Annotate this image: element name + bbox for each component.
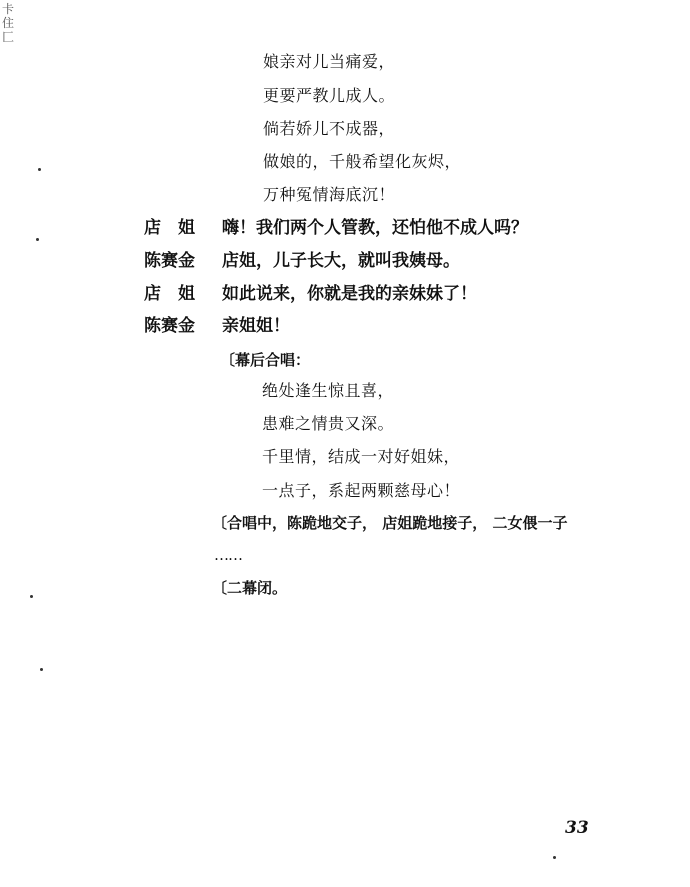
stage-direction: 〔二幕闭。	[212, 579, 288, 597]
lyric-line: 做娘的，千般希望化灰烬，	[263, 152, 462, 171]
lyric-line: 娘亲对儿当痛爱，	[263, 52, 396, 71]
chorus-line: 绝处逢生惊且喜，	[262, 381, 395, 400]
dialogue-line: 亲姐姐！	[222, 316, 290, 336]
speaker-name: 陈赛金	[144, 316, 195, 336]
margin-dot	[40, 668, 43, 671]
stage-direction-continuation: ……	[214, 546, 242, 564]
stage-direction: 〔合唱中，陈跪地交子， 店姐跪地接子， 二女偎一子	[212, 514, 568, 532]
margin-dot	[38, 168, 41, 171]
speaker-name: 陈赛金	[144, 251, 195, 271]
page-number: 33	[565, 818, 589, 838]
stage-direction: 〔幕后合唱：	[220, 351, 311, 369]
chorus-line: 患难之情贵又深。	[262, 414, 395, 433]
lyric-line: 万种冤情海底沉！	[263, 185, 396, 204]
margin-dot	[30, 595, 33, 598]
margin-dot	[36, 238, 39, 241]
chorus-line: 一点子，系起两颗慈母心！	[262, 481, 461, 500]
speaker-name: 店 姐	[144, 284, 195, 304]
edge-text: 卡住匚	[2, 2, 15, 44]
dialogue-line: 如此说来，你就是我的亲妹妹了！	[222, 284, 477, 304]
chorus-line: 千里情，结成一对好姐妹，	[262, 447, 461, 466]
lyric-line: 倘若娇儿不成器，	[263, 119, 396, 138]
margin-dot	[553, 856, 556, 859]
lyric-line: 更要严教儿成人。	[263, 86, 396, 105]
dialogue-line: 嗨！我们两个人管教，还怕他不成人吗？	[222, 218, 528, 238]
speaker-name: 店 姐	[144, 218, 195, 238]
dialogue-line: 店姐，儿子长大，就叫我姨母。	[222, 251, 460, 271]
